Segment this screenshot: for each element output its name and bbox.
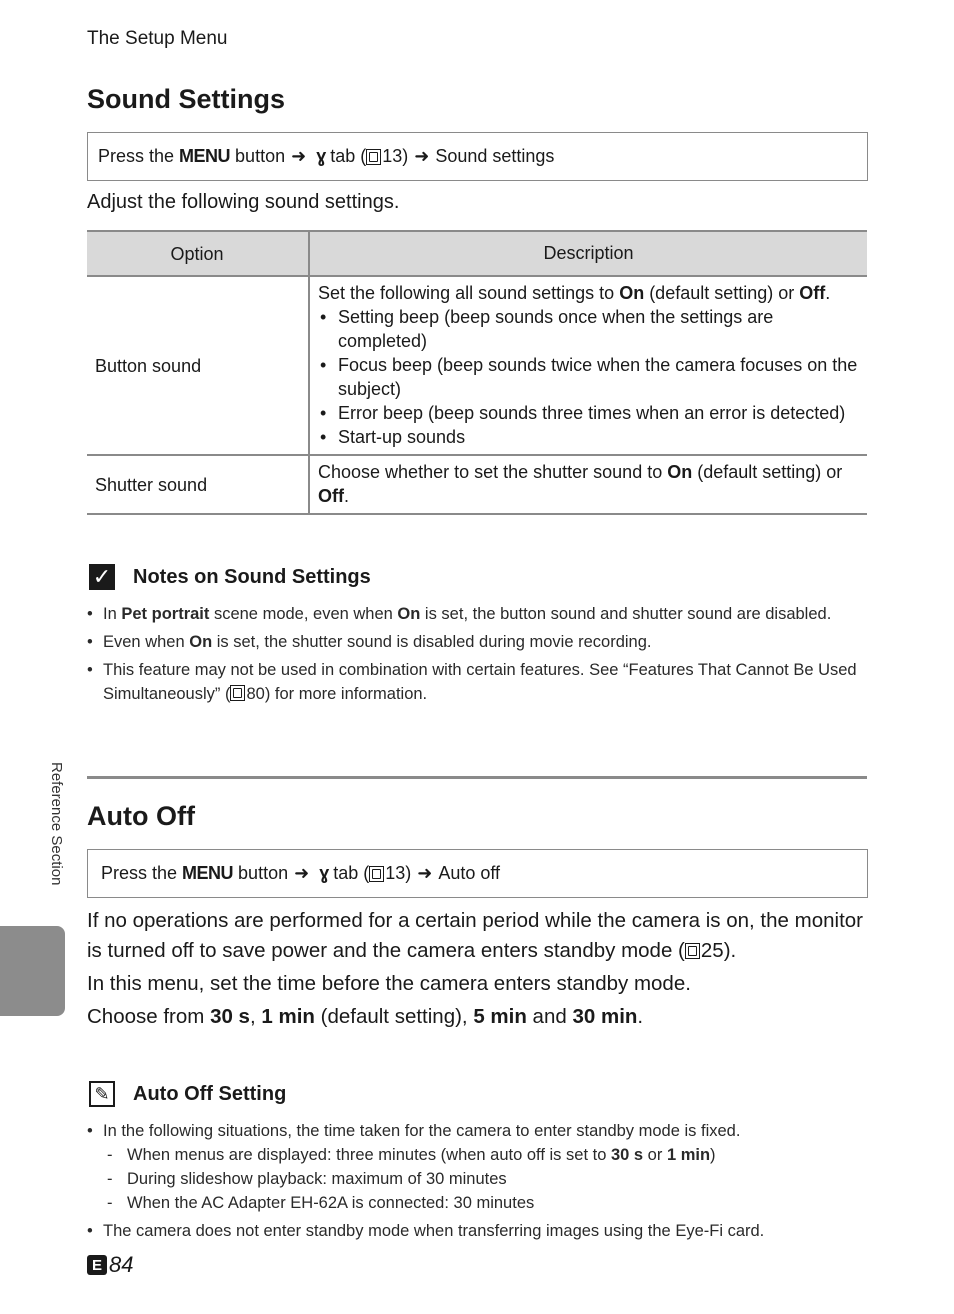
table-header-row: [87, 231, 867, 276]
menu-key-icon: MENU: [179, 146, 231, 166]
sub-list-item: - When the AC Adapter EH-62A is connected: 30 minutes: [87, 1191, 867, 1215]
menu-key-icon: MENU: [182, 863, 234, 883]
list-item: • Even when On is set, the shutter sound is disabled during movie recording.: [87, 630, 867, 654]
page-number-value: 84: [109, 1252, 134, 1277]
arrow-right-icon: ➜: [291, 146, 307, 166]
column-header-description: Description: [309, 231, 867, 276]
button-sound-list: [318, 305, 859, 449]
path-tab: tab (: [333, 863, 370, 883]
sub-list-item: - During slideshow playback: maximum of 30 minutes: [87, 1167, 867, 1191]
list-item: • Error beep (beep sounds three times when an error is detected): [318, 401, 859, 425]
auto-off-setting-heading: [87, 1081, 286, 1107]
auto-off-paragraph-2: In this menu, set the time before the camera enters standby mode.: [87, 972, 691, 995]
list-item: • This feature may not be used in combination with certain features. See “Features That Cannot Be Used Simultaneously” ( 80) for more information.: [87, 658, 867, 706]
list-item: • In the following situations, the time taken for the camera to enter standby mode is fixed.: [87, 1119, 867, 1143]
reference-page-icon: [369, 866, 384, 882]
auto-off-setting-title: Auto Off Setting: [133, 1082, 287, 1105]
path-press: Press the: [98, 146, 175, 166]
list-item: • Setting beep (beep sounds once when the settings are completed): [318, 305, 859, 353]
running-header: The Setup Menu: [87, 28, 228, 49]
reference-page-icon: [685, 943, 700, 959]
option-shutter-sound-description: Choose whether to set the shutter sound to On (default setting) or Off.: [309, 455, 867, 514]
sound-notes-list: [87, 602, 867, 710]
column-header-option: Option: [87, 231, 309, 276]
option-button-sound-description: [309, 276, 867, 455]
check-icon: ✓: [89, 564, 115, 590]
path-button: button: [238, 863, 289, 883]
option-button-sound: Button sound: [87, 276, 309, 455]
notes-title: Notes on Sound Settings: [133, 565, 371, 588]
path-target: Auto off: [438, 863, 501, 883]
wrench-icon: ɣ: [316, 146, 327, 166]
auto-off-paragraph-3: Choose from 30 s, 1 min (default setting), 5 min and 30 min.: [87, 1005, 644, 1028]
path-press: Press the: [101, 863, 178, 883]
reference-page-icon: [366, 149, 381, 165]
option-shutter-sound: Shutter sound: [87, 455, 309, 514]
path-tab: tab (: [330, 146, 367, 166]
list-item: • Focus beep (beep sounds twice when the camera focuses on the subject): [318, 353, 859, 401]
sound-settings-heading: Sound Settings: [87, 84, 285, 114]
sound-options-table: [87, 230, 867, 515]
page-number: [87, 1252, 133, 1278]
sub-list-item: - When menus are displayed: three minutes (when auto off is set to 30 s or 1 min): [87, 1143, 867, 1167]
description-text: Set the following all sound settings to On (default setting) or Off.: [318, 283, 831, 303]
pencil-icon: ✎: [89, 1081, 115, 1107]
reference-e-icon: E: [87, 1255, 107, 1275]
auto-off-notes-list: [87, 1119, 867, 1247]
path-target: Sound settings: [435, 146, 555, 166]
list-item: • Start-up sounds: [318, 425, 859, 449]
list-item: • The camera does not enter standby mode when transferring images using the Eye-Fi card.: [87, 1219, 867, 1243]
arrow-right-icon: ➜: [414, 146, 430, 166]
sound-intro-text: Adjust the following sound settings.: [87, 191, 400, 213]
auto-off-paragraph-1: If no operations are performed for a certain period while the camera is on, the monitor is turned off to save power and the camera enters standby mode ( 25).: [87, 909, 863, 962]
path-ref: 13): [382, 146, 409, 166]
arrow-right-icon: ➜: [294, 863, 310, 883]
wrench-icon: ɣ: [319, 863, 330, 883]
reference-page-icon: [230, 685, 245, 701]
table-row: [87, 455, 867, 514]
auto-off-menu-path-box: [87, 849, 868, 898]
path-button: button: [235, 146, 286, 166]
notes-heading: [87, 564, 371, 590]
section-side-label: Reference Section: [48, 762, 65, 886]
path-ref: 13): [385, 863, 412, 883]
table-row: [87, 276, 867, 455]
section-thumb-tab: [0, 926, 65, 1016]
list-item: • In Pet portrait scene mode, even when On is set, the button sound and shutter sound are disabled.: [87, 602, 867, 626]
arrow-right-icon: ➜: [417, 863, 433, 883]
section-divider: [87, 776, 867, 779]
auto-off-heading: Auto Off: [87, 801, 195, 831]
sound-menu-path-box: [87, 132, 868, 181]
